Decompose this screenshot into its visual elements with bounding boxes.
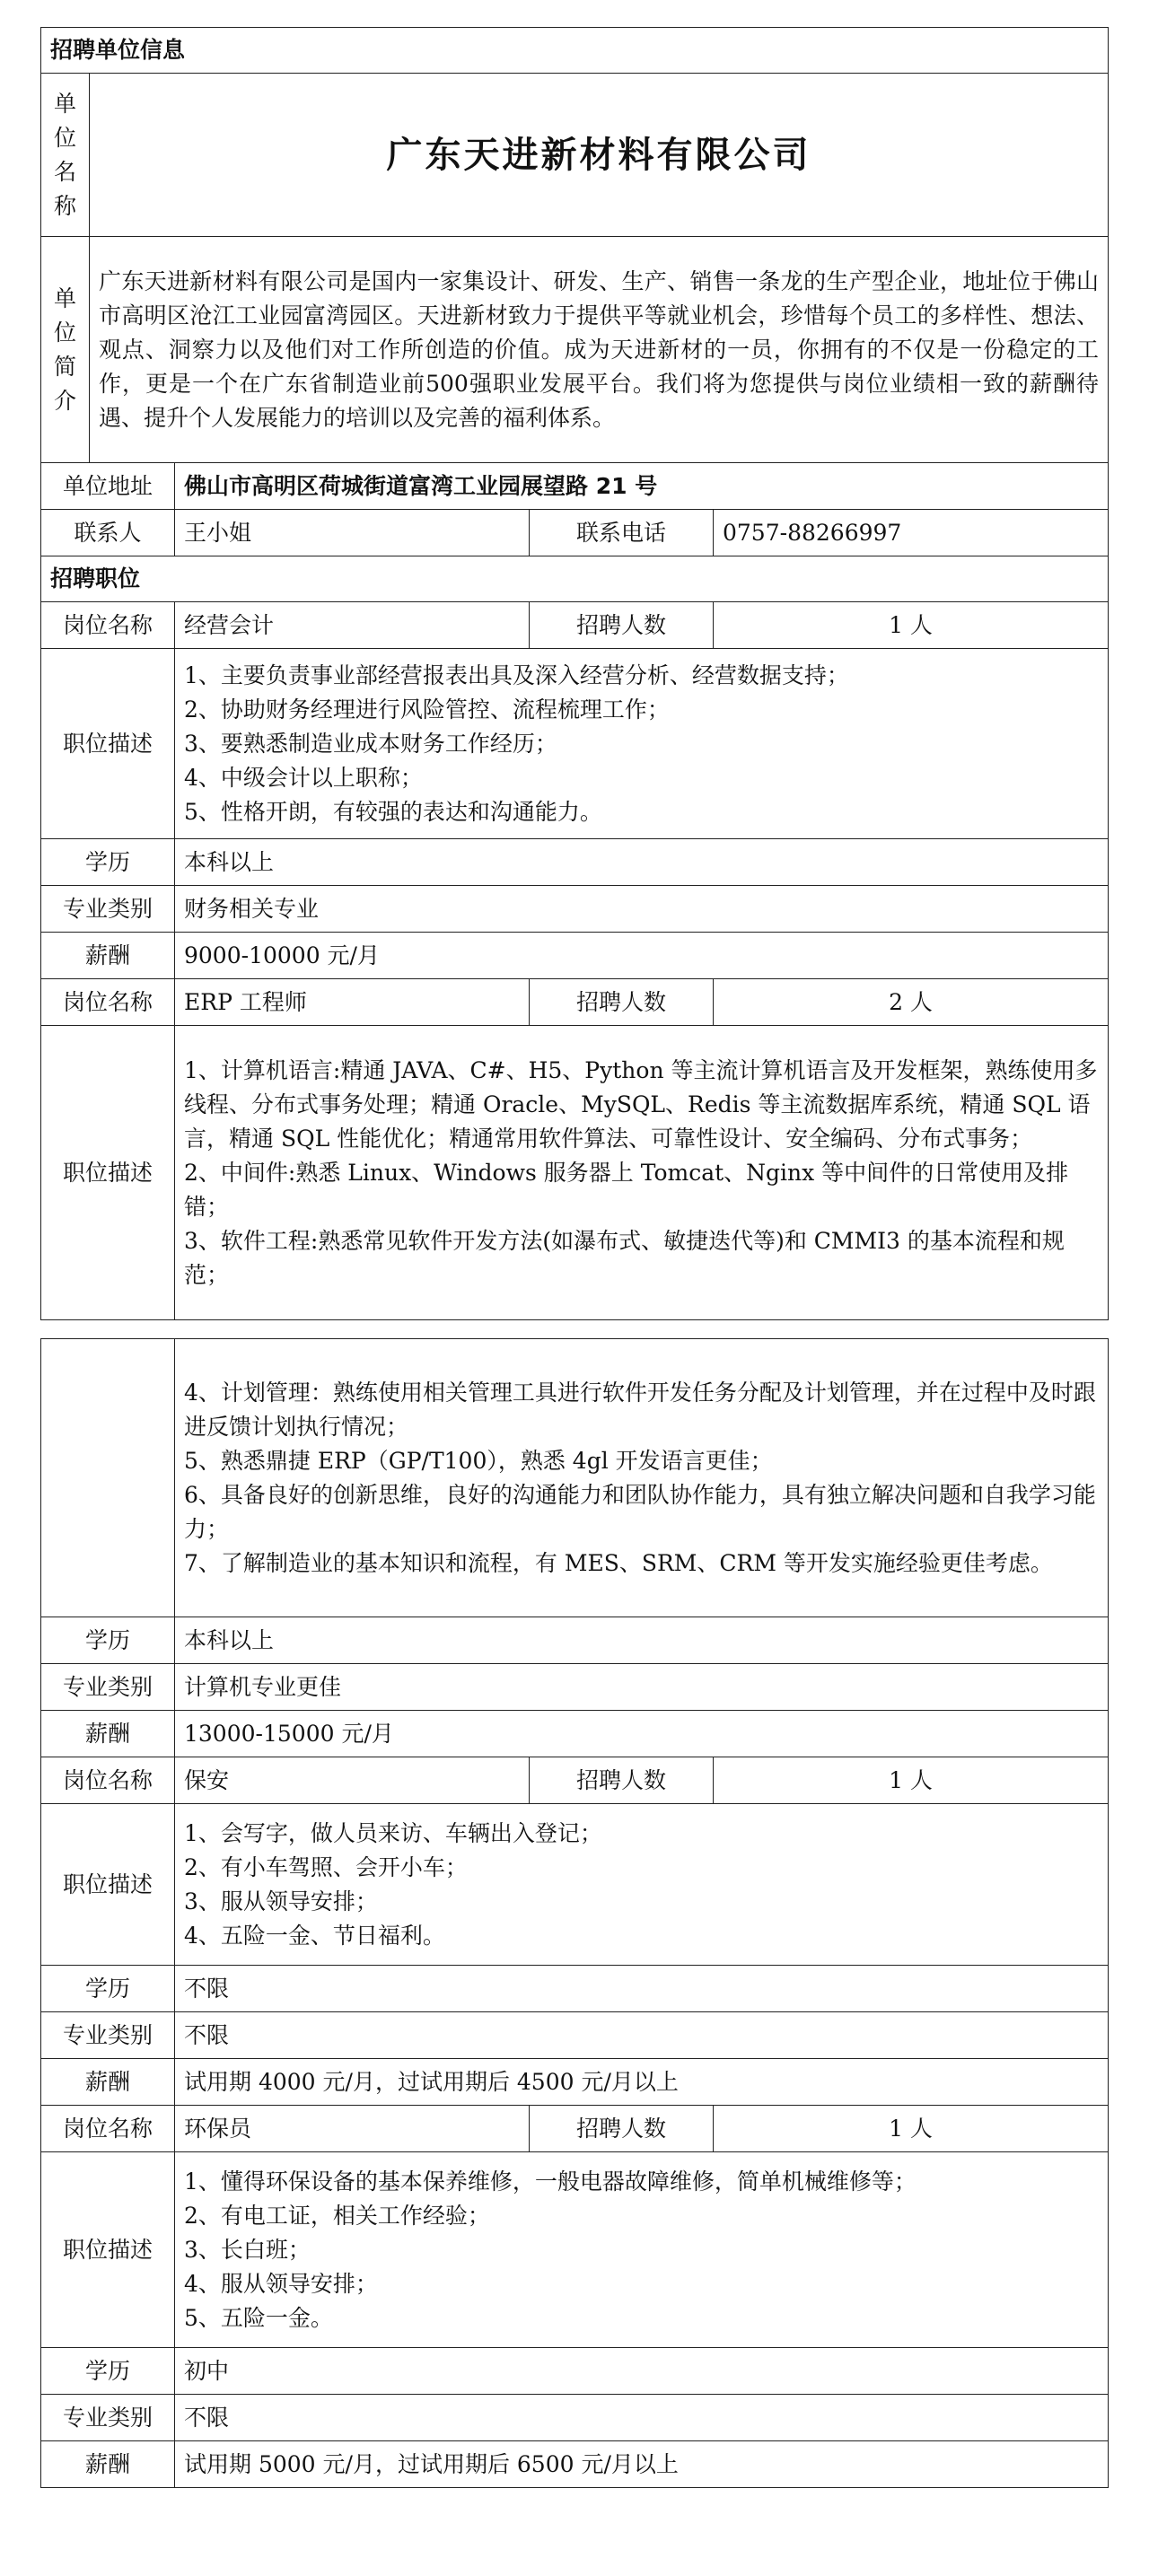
job-education: 本科以上 bbox=[175, 1617, 1109, 1664]
description-line: 3、长白班； bbox=[184, 2236, 311, 2263]
description-label: 职位描述 bbox=[41, 1804, 175, 1966]
job-headcount: 1 人 bbox=[714, 1757, 1109, 1804]
recruitment-table-page2 bbox=[40, 1338, 1109, 2488]
education-label: 学历 bbox=[41, 2348, 175, 2395]
job-title: 保安 bbox=[175, 1757, 530, 1804]
section-title-company: 招聘单位信息 bbox=[41, 28, 1109, 74]
description-line: 4、五险一金、节日福利。 bbox=[184, 1922, 445, 1949]
job-major: 不限 bbox=[175, 2012, 1109, 2059]
description-line: 3、要熟悉制造业成本财务工作经历； bbox=[184, 730, 557, 757]
job-major: 不限 bbox=[175, 2395, 1109, 2441]
description-label: 职位描述 bbox=[41, 649, 175, 839]
job-salary: 13000-15000 元/月 bbox=[175, 1711, 1109, 1757]
description-line: 5、性格开朗，有较强的表达和沟通能力。 bbox=[184, 798, 602, 825]
job-description bbox=[175, 1804, 1109, 1966]
description-line: 5、五险一金。 bbox=[184, 2304, 333, 2331]
headcount-label: 招聘人数 bbox=[530, 979, 714, 1026]
headcount-label: 招聘人数 bbox=[530, 1757, 714, 1804]
description-label: 职位描述 bbox=[41, 2152, 175, 2348]
job-title: 环保员 bbox=[175, 2106, 530, 2152]
job-headcount: 2 人 bbox=[714, 979, 1109, 1026]
company-intro: 广东天进新材料有限公司是国内一家集设计、研发、生产、销售一条龙的生产型企业，地址位于佛山市高明区沧江工业园富湾园区。天进新材致力于提供平等就业机会，珍惜每个员工的多样性、想法、观点、洞察力以及他们对工作所创造的价值。成为天进新材的一员，你拥有的不仅是一份稳定的工作，更是一个在广东省制造业前500强职业发展平台。我们将为您提供与岗位业绩相一致的薪酬待遇、提升个人发展能力的培训以及完善的福利体系。 bbox=[90, 237, 1109, 463]
description-label-empty bbox=[41, 1339, 175, 1617]
job-education: 不限 bbox=[175, 1966, 1109, 2012]
headcount-label: 招聘人数 bbox=[530, 602, 714, 649]
job-major: 计算机专业更佳 bbox=[175, 1664, 1109, 1711]
description-line: 7、了解制造业的基本知识和流程，有 MES、SRM、CRM 等开发实施经验更佳考虑。 bbox=[184, 1549, 1053, 1576]
job-headcount: 1 人 bbox=[714, 602, 1109, 649]
salary-label: 薪酬 bbox=[41, 1711, 175, 1757]
position-label: 岗位名称 bbox=[41, 2106, 175, 2152]
contact-label: 联系人 bbox=[41, 510, 175, 556]
description-line: 2、中间件:熟悉 Linux、Windows 服务器上 Tomcat、Nginx 等中间件的日常使用及排错； bbox=[184, 1159, 1069, 1220]
description-label: 职位描述 bbox=[41, 1026, 175, 1320]
job-headcount: 1 人 bbox=[714, 2106, 1109, 2152]
education-label: 学历 bbox=[41, 1617, 175, 1664]
education-label: 学历 bbox=[41, 839, 175, 886]
description-line: 2、有小车驾照、会开小车； bbox=[184, 1853, 468, 1880]
job-education: 初中 bbox=[175, 2348, 1109, 2395]
description-line: 5、熟悉鼎捷 ERP（GP/T100），熟悉 4gl 开发语言更佳； bbox=[184, 1447, 773, 1474]
company-name-label: 单 位 名 称 bbox=[41, 74, 90, 237]
company-address: 佛山市高明区荷城街道富湾工业园展望路 21 号 bbox=[175, 463, 1109, 510]
job-education: 本科以上 bbox=[175, 839, 1109, 886]
description-line: 3、服从领导安排； bbox=[184, 1888, 378, 1914]
education-label: 学历 bbox=[41, 1966, 175, 2012]
description-line: 2、协助财务经理进行风险管控、流程梳理工作； bbox=[184, 696, 670, 723]
job-description-continued bbox=[175, 1339, 1109, 1617]
description-line: 1、主要负责事业部经营报表出具及深入经营分析、经营数据支持； bbox=[184, 662, 849, 688]
address-label: 单位地址 bbox=[41, 463, 175, 510]
job-description bbox=[175, 1026, 1109, 1320]
recruitment-table-page1 bbox=[40, 27, 1109, 1320]
salary-label: 薪酬 bbox=[41, 2441, 175, 2488]
position-label: 岗位名称 bbox=[41, 1757, 175, 1804]
job-salary: 试用期 4000 元/月，过试用期后 4500 元/月以上 bbox=[175, 2059, 1109, 2106]
salary-label: 薪酬 bbox=[41, 2059, 175, 2106]
job-salary: 试用期 5000 元/月，过试用期后 6500 元/月以上 bbox=[175, 2441, 1109, 2488]
job-title: 经营会计 bbox=[175, 602, 530, 649]
description-line: 1、会写字，做人员来访、车辆出入登记； bbox=[184, 1819, 602, 1846]
recruitment-sheet bbox=[40, 27, 1108, 2488]
major-label: 专业类别 bbox=[41, 886, 175, 933]
job-description bbox=[175, 2152, 1109, 2348]
job-title: ERP 工程师 bbox=[175, 979, 530, 1026]
salary-label: 薪酬 bbox=[41, 933, 175, 979]
position-label: 岗位名称 bbox=[41, 979, 175, 1026]
position-label: 岗位名称 bbox=[41, 602, 175, 649]
major-label: 专业类别 bbox=[41, 1664, 175, 1711]
description-line: 6、具备良好的创新思维，良好的沟通能力和团队协作能力，具有独立解决问题和自我学习能力； bbox=[184, 1481, 1096, 1542]
phone-label: 联系电话 bbox=[530, 510, 714, 556]
major-label: 专业类别 bbox=[41, 2395, 175, 2441]
section-title-jobs: 招聘职位 bbox=[41, 556, 1109, 602]
description-line: 4、中级会计以上职称； bbox=[184, 764, 423, 791]
contact-name: 王小姐 bbox=[175, 510, 530, 556]
contact-phone: 0757-88266997 bbox=[714, 510, 1109, 556]
description-line: 4、计划管理：熟练使用相关管理工具进行软件开发任务分配及计划管理，并在过程中及时跟进反馈计划执行情况； bbox=[184, 1379, 1096, 1440]
description-line: 2、有电工证，相关工作经验； bbox=[184, 2202, 490, 2229]
job-description bbox=[175, 649, 1109, 839]
description-line: 1、计算机语言:精通 JAVA、C#、H5、Python 等主流计算机语言及开发框架，熟练使用多线程、分布式事务处理；精通 Oracle、MySQL、Redis 等主流数据库系统，精通 SQL 语言，精通 SQL 性能优化；精通常用软件算法、可靠性设计、安全编码、分布式事务； bbox=[184, 1056, 1098, 1152]
description-line: 4、服从领导安排； bbox=[184, 2270, 378, 2297]
major-label: 专业类别 bbox=[41, 2012, 175, 2059]
job-major: 财务相关专业 bbox=[175, 886, 1109, 933]
job-salary: 9000-10000 元/月 bbox=[175, 933, 1109, 979]
headcount-label: 招聘人数 bbox=[530, 2106, 714, 2152]
company-intro-label: 单 位 简 介 bbox=[41, 237, 90, 463]
description-line: 1、懂得环保设备的基本保养维修，一般电器故障维修，简单机械维修等； bbox=[184, 2168, 917, 2195]
page-break bbox=[40, 1320, 1108, 1338]
company-name: 广东天进新材料有限公司 bbox=[90, 74, 1109, 237]
description-line: 3、软件工程:熟悉常见软件开发方法(如瀑布式、敏捷迭代等)和 CMMI3 的基本流程和规范； bbox=[184, 1227, 1065, 1288]
